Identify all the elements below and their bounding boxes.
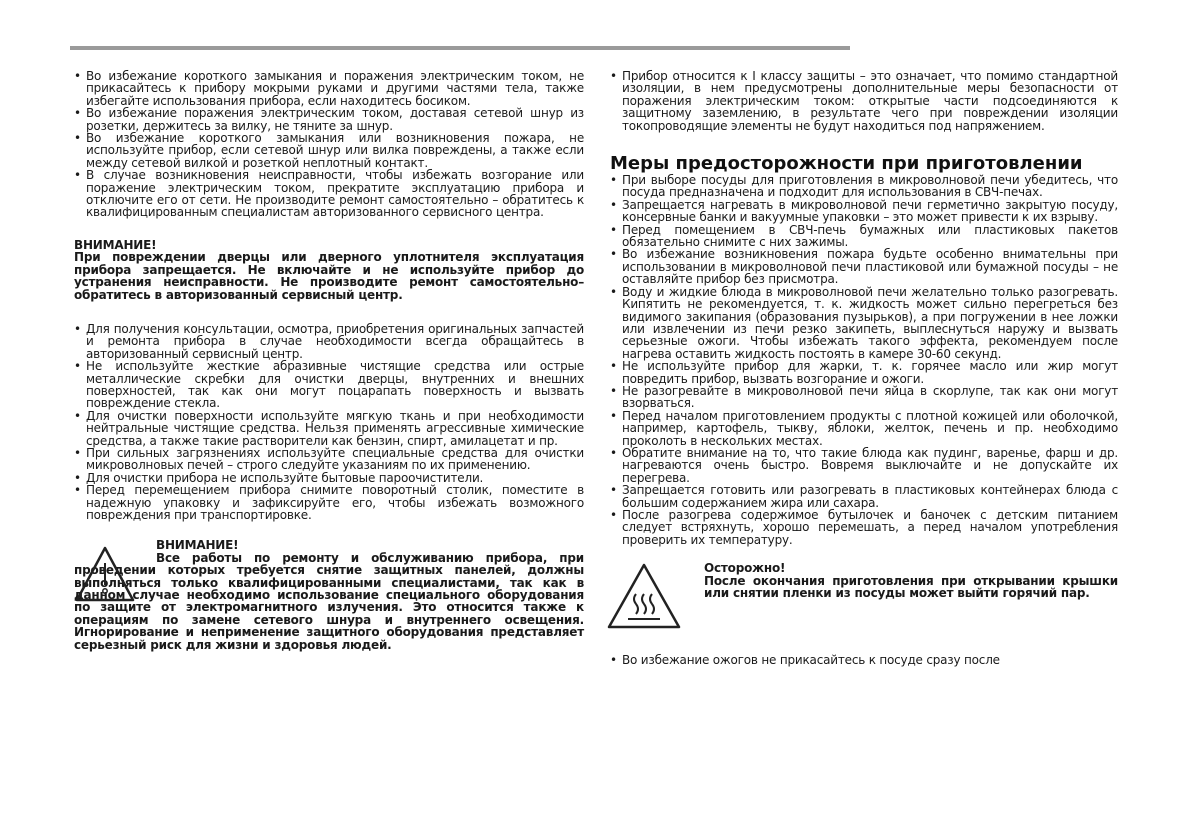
safety-list-2 (74, 323, 584, 522)
list-item: • Воду и жидкие блюда в микроволновой печи желательно только разогревать. Кипятить не рекомендуется, т. к. жидкость может сильно перегреться без видимого закипания (образования пузырьков), а при погружении в нее ложки или извлечении из печи резко закипеть, выплеснуться наружу и вызвать серьезные ожоги. Чтобы избежать такого эффекта, рекомендуем после нагрева оставить жидкость постоять в камере 30-60 секунд. (610, 286, 1118, 360)
class-info (610, 70, 1118, 132)
list-item: • Обратите внимание на то, что такие блюда как пудинг, варенье, фарш и др. нагреваются очень быстро. Вовремя выключайте и не допускайте их перегрева. (610, 447, 1118, 484)
warning-title: ВНИМАНИЕ! (156, 538, 239, 553)
right-column (610, 70, 1118, 667)
list-item: • Не используйте прибор для жарки, т. к. горячее масло или жир могут повредить прибор, вызвать возгорание и ожоги. (610, 360, 1118, 385)
list-item: • Перед началом приготовлением продукты с плотной кожицей или оболочкой, например, картофель, тыкву, яблоки, желток, печень и пр. необходимо проколоть в нескольких местах. (610, 410, 1118, 447)
list-item: • Для очистки поверхности используйте мягкую ткань и при необходимости нейтральные чистящие средства. Нельзя применять агрессивные химические средства, а также такие растворители как бензин, спирт, амилацетат и пр. (74, 410, 584, 447)
safety-list-1 (74, 70, 584, 219)
list-item: • Во избежание короткого замыкания и поражения электрическим током, не прикасайтесь к прибору мокрыми руками и другими частями тела, также избегайте использования прибора, если находитесь босиком. (74, 70, 584, 107)
caution-text: После окончания приготовления при открывании крышки или снятии пленки из посуды может выйти горячий пар. (704, 573, 1118, 601)
list-item: • Для получения консультации, осмотра, приобретения оригинальных запчастей и ремонта прибора в случае необходимости всегда обращайтесь в авторизованный сервисный центр. (74, 323, 584, 360)
list-item: • Перед перемещением прибора снимите поворотный столик, поместите в надежную упаковку и зафиксируйте его, чтобы избежать возможного повреждения при транспортировке. (74, 484, 584, 521)
list-item: • После разогрева содержимое бутылочек и баночек с детским питанием следует встряхнуть, хорошо перемешать, а перед началом употребления проверить их температуру. (610, 509, 1118, 546)
caution-title: Осторожно! (704, 561, 786, 576)
warning-triangle-icon (74, 545, 136, 603)
list-item: • Прибор относится к I классу защиты – это означает, что помимо стандартной изоляции, в нем предусмотрены дополнительные меры безопасности от поражения электрическим током: открытые части подсоединяются к защитному заземлению, в результате чего при повреждении изоляции токопроводящие элементы не будут находиться под напряжением. (610, 70, 1118, 132)
list-item: • Не разогревайте в микроволновой печи яйца в скорлупе, так как они могут взорваться. (610, 385, 1118, 410)
hot-steam-caution (610, 562, 1118, 634)
warning-text: Все работы по ремонту и обслуживанию прибора, при проведении которых требуется снятие защитных панелей, должны выполняться только квалифицированными специалистами, так как в данном случае необходимо использование специального оборудования по защите от электромагнитного излучения. Это относится также к операциям по замене сетевого шнура и внутреннего освещения. Игнорирование и неприменение защитного оборудования представляет серьезный риск для жизни и здоровья людей. (74, 550, 584, 652)
list-item: • Для очистки прибора не используйте бытовые пароочистители. (74, 472, 584, 484)
list-item: • Запрещается нагревать в микроволновой печи герметично закрытую посуду, консервные банки и вакуумные упаковки – это может привести к их взрыву. (610, 199, 1118, 224)
list-item: • Перед помещением в СВЧ-печь бумажных или пластиковых пакетов обязательно снимите с них зажимы. (610, 224, 1118, 249)
section-heading: Меры предосторожности при приготовлении (610, 153, 1083, 175)
list-item: • В случае возникновения неисправности, чтобы избежать возгорание или поражение электрическим током, прекратите эксплуатацию прибора и отключите его от сети. Не производите ремонт самостоятельно – обратитесь к квалифицированным специалистам авторизованного сервисного центра. (74, 169, 584, 219)
list-item: • Во избежание поражения электрическим током, доставая сетевой шнур из розетки, держитесь за вилку, не тяните за шнур. (74, 107, 584, 132)
left-column (74, 70, 584, 651)
cooking-precautions-list (610, 174, 1118, 546)
list-item: • Запрещается готовить или разогревать в пластиковых контейнерах блюда с большим содержанием жира или сахара. (610, 484, 1118, 509)
list-item: • Во избежание ожогов не прикасайтесь к посуде сразу после (610, 654, 1118, 666)
repair-warning (74, 539, 584, 651)
warning-title: ВНИМАНИЕ! (74, 237, 157, 252)
warning-text: При повреждении дверцы или дверного уплотнителя эксплуатация прибора запрещается. Не включайте и не используйте прибор до устранения неисправности. Не производите ремонт самостоятельно– обратитесь в авторизованный сервисный центр. (74, 250, 584, 302)
list-item: • Во избежание короткого замыкания или возникновения пожара, не используйте прибор, если сетевой шнур или вилка повреждены, а также если между сетевой вилкой и розеткой неплотный контакт. (74, 132, 584, 169)
hot-surface-icon (606, 562, 682, 630)
list-item: • При выборе посуды для приготовления в микроволновой печи убедитесь, что посуда предназначена и подходит для использования в СВЧ-печах. (610, 174, 1118, 199)
burn-warning-list (610, 654, 1118, 666)
list-item: • Во избежание возникновения пожара будьте особенно внимательны при использовании в микроволновой печи пластиковой или бумажной посуды – не оставляйте прибор без присмотра. (610, 248, 1118, 285)
list-item: • При сильных загрязнениях используйте специальные средства для очистки микроволновых печей – строго следуйте указаниям по их применению. (74, 447, 584, 472)
list-item: • Не используйте жесткие абразивные чистящие средства или острые металлические скребки для очистки дверцы, внутренних и внешних поверхностей, так как они могут поцарапать поверхность и вызвать повреждение стекла. (74, 360, 584, 410)
header-rule (70, 46, 850, 50)
